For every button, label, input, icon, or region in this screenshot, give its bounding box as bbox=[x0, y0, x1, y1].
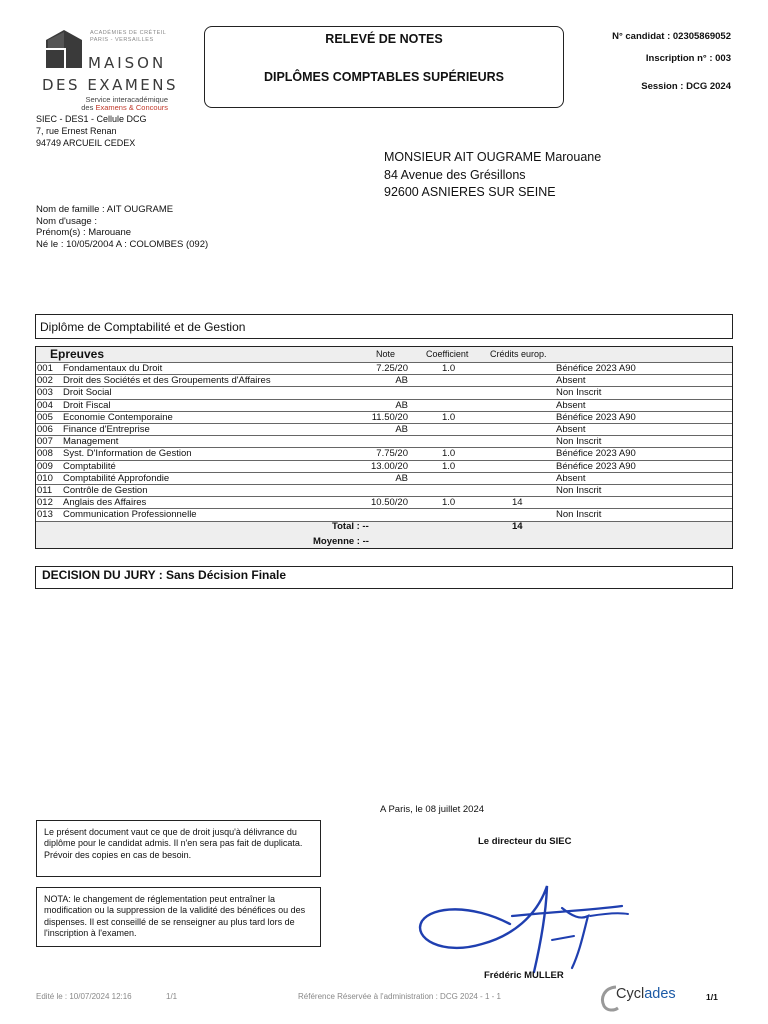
document-subtitle: DIPLÔMES COMPTABLES SUPÉRIEURS bbox=[263, 70, 505, 84]
total-credits: 14 bbox=[512, 521, 523, 532]
document-title-box bbox=[204, 26, 564, 108]
row-note: AB bbox=[395, 375, 408, 387]
row-coefficient: 1.0 bbox=[442, 363, 456, 374]
row-note: 11.50/20 bbox=[371, 411, 408, 423]
table-row bbox=[36, 460, 732, 472]
inscription-number: Inscription n° : 003 bbox=[645, 53, 731, 64]
grades-table bbox=[35, 346, 733, 549]
table-row bbox=[36, 411, 732, 423]
siec-address: SIEC - DES1 - Cellule DCG 7, rue Ernest Renan 94749 ARCUEIL CEDEX bbox=[36, 114, 147, 148]
row-name: Communication Professionnelle bbox=[63, 509, 197, 521]
row-coefficient: 1.0 bbox=[442, 460, 456, 472]
row-code: 006 bbox=[37, 424, 53, 435]
first-names: Prénom(s) : Marouane bbox=[36, 227, 132, 239]
row-name: Droit Fiscal bbox=[63, 399, 111, 411]
row-result: Non Inscrit bbox=[556, 509, 602, 521]
row-code: 010 bbox=[37, 472, 53, 484]
admin-reference: Référence Réservée à l'administration : DCG 2024 - 1 - 1 bbox=[298, 992, 501, 1001]
average-label: Moyenne : -- bbox=[313, 536, 369, 547]
addressee-name: MONSIEUR AIT OUGRAME Marouane bbox=[384, 150, 602, 164]
header-credits: Crédits europ. bbox=[490, 349, 547, 359]
row-code: 003 bbox=[37, 387, 53, 399]
row-result: Non Inscrit bbox=[556, 436, 602, 448]
signer-name: Frédéric MULLER bbox=[484, 970, 564, 981]
session: Session : DCG 2024 bbox=[641, 81, 731, 92]
row-note: 13.00/20 bbox=[371, 460, 408, 472]
row-name: Comptabilité bbox=[63, 460, 116, 472]
row-note: AB bbox=[395, 399, 408, 411]
table-row bbox=[36, 374, 732, 386]
row-code: 004 bbox=[37, 399, 53, 411]
row-result: Absent bbox=[556, 424, 586, 435]
director-title: Le directeur du SIEC bbox=[478, 836, 572, 847]
header-epreuves: Epreuves bbox=[50, 347, 105, 361]
row-code: 007 bbox=[37, 436, 53, 448]
row-name: Syst. D'Information de Gestion bbox=[63, 448, 192, 460]
page-number-small: 1/1 bbox=[166, 992, 178, 1001]
logo-academies: ACADÉMIES DE CRÉTEIL PARIS - VERSAILLES bbox=[90, 30, 167, 43]
row-code: 012 bbox=[37, 497, 53, 509]
table-row bbox=[36, 399, 732, 411]
row-result: Bénéfice 2023 A90 bbox=[556, 448, 636, 460]
row-note: AB bbox=[395, 472, 408, 484]
row-result: Absent bbox=[556, 375, 586, 387]
table-row bbox=[36, 472, 732, 484]
addressee-block bbox=[384, 149, 601, 202]
regulation-note: NOTA: le changement de réglementation peut entraîner la modification ou la suppression de la validité des bénéfices ou des dispenses. Il est conseillé de se renseigner au plus tard lors de l'inscription à l'examen. bbox=[36, 887, 321, 947]
document-title: RELEVÉ DE NOTES bbox=[325, 32, 443, 46]
row-code: 008 bbox=[37, 448, 53, 460]
row-note: 7.25/20 bbox=[376, 363, 408, 374]
table-row bbox=[36, 484, 732, 496]
row-name: Finance d'Entreprise bbox=[63, 424, 150, 435]
row-note: AB bbox=[395, 424, 408, 435]
cyclades-logo: Cyclades bbox=[600, 982, 690, 1016]
usage-name: Nom d'usage : bbox=[36, 215, 97, 227]
row-credits: 14 bbox=[512, 497, 523, 509]
row-result: Absent bbox=[556, 472, 586, 484]
row-name: Anglais des Affaires bbox=[63, 497, 147, 509]
logo-service: Service interacadémique des Examens & Concours bbox=[81, 95, 168, 112]
row-name: Economie Contemporaine bbox=[63, 411, 173, 423]
table-row bbox=[36, 435, 732, 447]
table-row bbox=[36, 423, 732, 435]
row-name: Fondamentaux du Droit bbox=[63, 363, 163, 374]
table-row bbox=[36, 362, 732, 374]
identity-block bbox=[36, 204, 208, 250]
addressee-street: 84 Avenue des Grésillons bbox=[384, 167, 526, 182]
row-note: 7.75/20 bbox=[376, 448, 408, 460]
row-result: Non Inscrit bbox=[556, 485, 602, 496]
row-coefficient: 1.0 bbox=[442, 411, 456, 423]
header-coefficient: Coefficient bbox=[426, 349, 469, 359]
place-date: A Paris, le 08 juillet 2024 bbox=[380, 804, 485, 815]
row-result: Absent bbox=[556, 399, 586, 411]
jury-decision: DECISION DU JURY : Sans Décision Finale bbox=[35, 566, 733, 589]
row-result: Bénéfice 2023 A90 bbox=[556, 411, 636, 423]
logo-house-icon bbox=[44, 28, 84, 70]
row-result: Bénéfice 2023 A90 bbox=[556, 363, 636, 374]
page-number: 1/1 bbox=[706, 992, 718, 1002]
row-coefficient: 1.0 bbox=[442, 448, 456, 460]
table-row bbox=[36, 496, 732, 508]
table-row bbox=[36, 386, 732, 398]
row-note: 10.50/20 bbox=[371, 497, 408, 509]
row-coefficient: 1.0 bbox=[442, 497, 456, 509]
row-code: 011 bbox=[37, 485, 53, 496]
maison-des-examens-logo bbox=[40, 26, 180, 116]
total-label: Total : -- bbox=[332, 521, 369, 532]
table-bottom-rule bbox=[36, 521, 732, 522]
row-name: Droit des Sociétés et des Groupements d'Affaires bbox=[63, 375, 271, 387]
logo-brand-line2: DES EXAMENS bbox=[42, 76, 178, 94]
edited-date: Edité le : 10/07/2024 12:16 bbox=[36, 992, 132, 1001]
row-name: Droit Social bbox=[63, 387, 112, 399]
birth-info: Né le : 10/05/2004 A : COLOMBES (092) bbox=[36, 238, 209, 250]
validity-note: Le présent document vaut ce que de droit jusqu'à délivrance du diplôme pour le candidat admis. Il n'en sera pas fait de duplicata. Prévoir des copies en cas de besoin. bbox=[36, 820, 321, 877]
header-note: Note bbox=[376, 349, 396, 359]
row-name: Comptabilité Approfondie bbox=[63, 472, 170, 484]
handwritten-signature bbox=[412, 876, 632, 976]
row-code: 002 bbox=[37, 375, 53, 387]
grades-table-header bbox=[36, 347, 732, 362]
row-code: 013 bbox=[37, 509, 53, 521]
table-row bbox=[36, 447, 732, 459]
row-code: 009 bbox=[37, 460, 53, 472]
row-name: Management bbox=[63, 436, 119, 448]
candidate-number: N° candidat : 02305869052 bbox=[612, 31, 731, 42]
row-code: 005 bbox=[37, 411, 53, 423]
row-result: Bénéfice 2023 A90 bbox=[556, 460, 636, 472]
logo-brand-line1: MAISON bbox=[88, 54, 167, 72]
family-name: Nom de famille : AIT OUGRAME bbox=[36, 204, 174, 215]
addressee-city: 92600 ASNIERES SUR SEINE bbox=[384, 185, 556, 199]
table-row bbox=[36, 508, 732, 520]
row-code: 001 bbox=[37, 363, 53, 374]
row-name: Contrôle de Gestion bbox=[63, 485, 148, 496]
diploma-title: Diplôme de Comptabilité et de Gestion bbox=[35, 314, 733, 339]
row-result: Non Inscrit bbox=[556, 387, 602, 399]
